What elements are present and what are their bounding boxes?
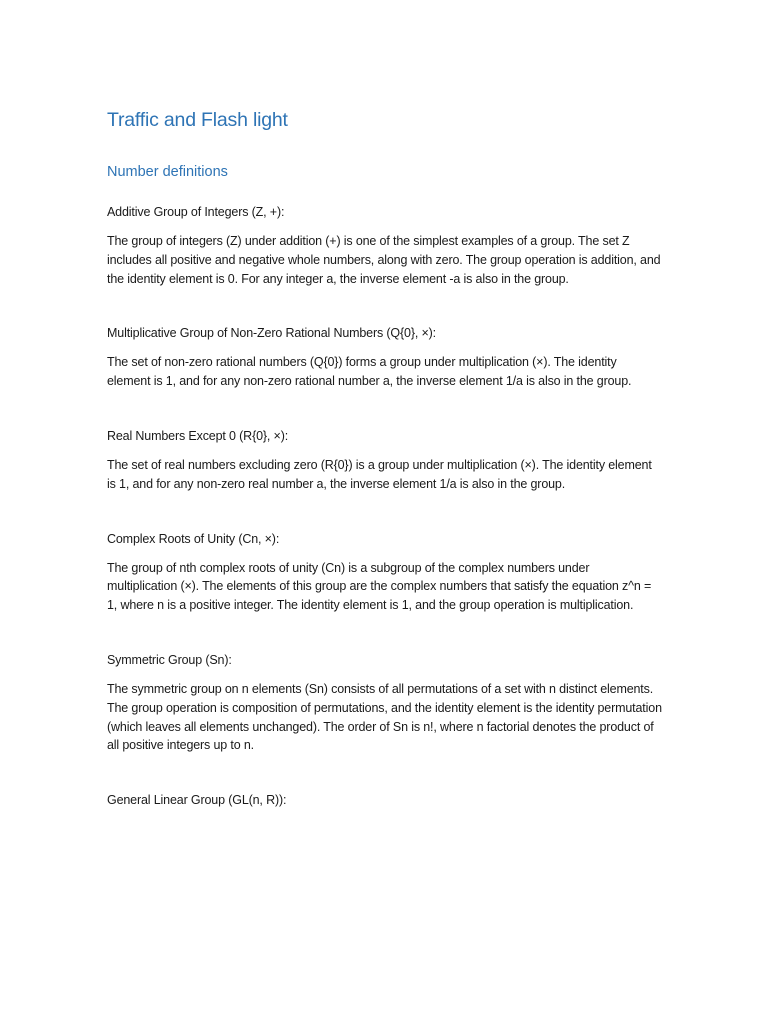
section-heading: Additive Group of Integers (Z, +): (107, 205, 285, 219)
section-symmetric-group (107, 651, 662, 755)
section-additive-group (107, 203, 662, 288)
section-body: The set of non-zero rational numbers (Q{0}) forms a group under multiplication (×). The identity element is 1, and for any non-zero rational number a, the inverse element 1/a is also in the group. (107, 355, 632, 389)
section-body: The symmetric group on n elements (Sn) consists of all permutations of a set with n distinct elements. The group operation is composition of permutations, and the identity element is the identity permutation (which leaves all elements unchanged). The order of Sn is n!, where n factorial denotes the product of all positive integers up to n. (107, 681, 662, 753)
section-body: The group of integers (Z) under addition (+) is one of the simplest examples of a group. The set Z includes all positive and negative whole numbers, along with zero. The group operation is addition, and the identity element is 0. For any integer a, the inverse element -a is also in the group. (107, 234, 661, 286)
section-complex-roots (107, 530, 662, 615)
section-body: The set of real numbers excluding zero (R{0}) is a group under multiplication (×). The identity element is 1, and for any non-zero real number a, the inverse element 1/a is also in the group. (107, 457, 652, 491)
section-heading: Multiplicative Group of Non-Zero Rational Numbers (Q{0}, ×): (107, 326, 436, 341)
section-heading: Complex Roots of Unity (Cn, ×): (107, 531, 280, 546)
section-general-linear-group (107, 791, 662, 810)
section-heading: General Linear Group (GL(n, R)): (107, 793, 287, 808)
document-subtitle: Number definitions (107, 164, 228, 180)
document-title: Traffic and Flash light (107, 109, 288, 131)
section-real-numbers (107, 427, 662, 494)
section-heading: Symmetric Group (Sn): (107, 652, 232, 667)
sections-container (107, 203, 662, 810)
section-heading: Real Numbers Except 0 (R{0}, ×): (107, 428, 289, 443)
section-body: The group of nth complex roots of unity (Cn) is a subgroup of the complex numbers under multiplication (×). The elements of this group are the complex numbers that satisfy the equation z^n = 1, where n is a positive integer. The identity element is 1, and the group operation is multiplication. (107, 560, 652, 613)
section-multiplicative-group (107, 324, 662, 391)
